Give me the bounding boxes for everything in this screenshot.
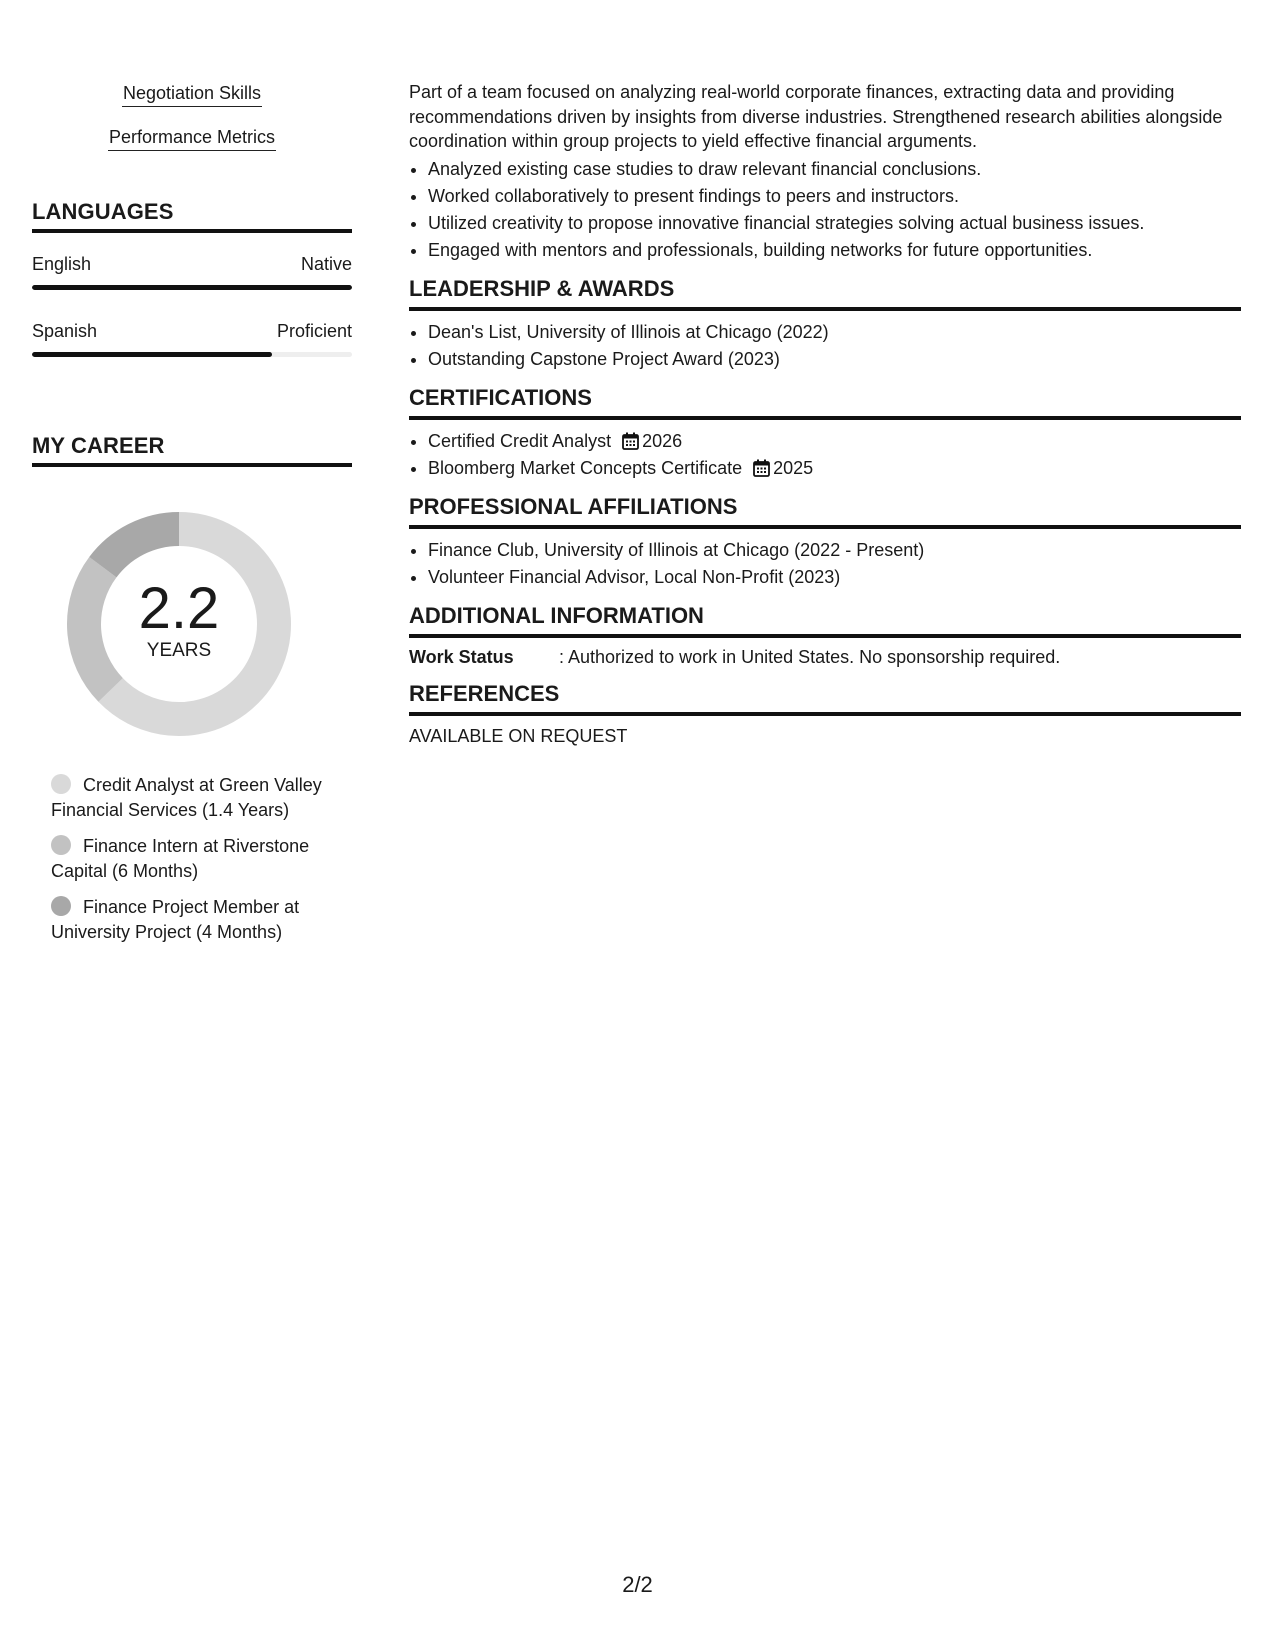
project-bullet-list xyxy=(409,156,1241,264)
skill-list xyxy=(32,80,352,151)
list-item: • Volunteer Financial Advisor, Local Non-Profit (2023) xyxy=(428,564,1241,591)
career-legend-item xyxy=(51,773,331,822)
donut-center xyxy=(66,511,292,737)
legend-dot-icon xyxy=(51,896,71,916)
references-section xyxy=(409,679,1241,749)
list-item: • Finance Club, University of Illinois at Chicago (2022 - Present) xyxy=(428,537,1241,564)
calendar-icon xyxy=(753,459,770,477)
language-proficiency-fill xyxy=(32,352,272,357)
language-proficiency-bar xyxy=(32,285,352,290)
right-column xyxy=(409,80,1241,749)
language-proficiency-bar xyxy=(32,352,352,357)
list-item: • Worked collaboratively to present findings to peers and instructors. xyxy=(428,183,1241,210)
legend-dot-icon xyxy=(51,774,71,794)
certification-year: 2026 xyxy=(642,430,683,451)
career-total-years: 2.2 xyxy=(138,576,220,641)
language-level: Native xyxy=(300,254,352,274)
certifications-section xyxy=(409,383,1241,482)
list-item: • Dean's List, University of Illinois at Chicago (2022) xyxy=(428,319,1241,346)
work-status-row xyxy=(409,645,1241,670)
additional-info-title: ADDITIONAL INFORMATION xyxy=(409,601,1241,638)
certifications-title: CERTIFICATIONS xyxy=(409,383,1241,420)
calendar-icon xyxy=(622,432,639,450)
career-title: MY CAREER xyxy=(32,433,352,467)
language-row xyxy=(32,253,352,290)
leadership-title: LEADERSHIP & AWARDS xyxy=(409,274,1241,311)
list-item: • Utilized creativity to propose innovative financial strategies solving actual business issues. xyxy=(428,210,1241,237)
career-legend-item xyxy=(51,834,331,883)
certification-name: Bloomberg Market Concepts Certificate xyxy=(428,457,743,478)
language-level: Proficient xyxy=(276,321,352,341)
list-item: • Engaged with mentors and professionals, building networks for future opportunities. xyxy=(428,237,1241,264)
affiliations-section xyxy=(409,492,1241,591)
leadership-section xyxy=(409,274,1241,373)
list-item xyxy=(428,428,1241,455)
languages-title: LANGUAGES xyxy=(32,199,352,233)
career-legend xyxy=(51,773,331,944)
certification-name: Certified Credit Analyst xyxy=(428,430,612,451)
work-status-value: : Authorized to work in United States. No sponsorship required. xyxy=(559,646,1061,667)
page-number: 2/2 xyxy=(622,1572,653,1597)
references-title: REFERENCES xyxy=(409,679,1241,716)
list-item xyxy=(428,455,1241,482)
career-section xyxy=(32,433,352,944)
references-text: AVAILABLE ON REQUEST xyxy=(409,726,628,746)
languages-section xyxy=(32,199,352,357)
list-item: • Outstanding Capstone Project Award (2023) xyxy=(428,346,1241,373)
additional-info-section xyxy=(409,601,1241,670)
career-donut-chart xyxy=(66,511,292,737)
project-description: Part of a team focused on analyzing real-world corporate finances, extracting data and providing recommendations driven by insights from diverse industries. Strengthened research abilities alongside coordination within group projects to yield effective financial arguments. xyxy=(409,82,1223,151)
career-legend-label: Finance Project Member at University Project (4 Months) xyxy=(51,897,300,942)
career-legend-label: Finance Intern at Riverstone Capital (6 Months) xyxy=(51,836,310,881)
certification-year: 2025 xyxy=(773,457,814,478)
language-name: English xyxy=(32,254,92,274)
list-item: • Analyzed existing case studies to draw relevant financial conclusions. xyxy=(428,156,1241,183)
legend-dot-icon xyxy=(51,835,71,855)
career-total-unit: YEARS xyxy=(146,640,212,661)
affiliations-title: PROFESSIONAL AFFILIATIONS xyxy=(409,492,1241,529)
left-column xyxy=(32,80,352,956)
language-row xyxy=(32,320,352,357)
skill-tag: Performance Metrics xyxy=(108,124,276,151)
language-proficiency-fill xyxy=(32,285,352,290)
leadership-list xyxy=(409,319,1241,373)
language-name: Spanish xyxy=(32,321,98,341)
certifications-list xyxy=(409,428,1241,482)
work-status-label: Work Status xyxy=(409,646,514,667)
career-legend-label: Credit Analyst at Green Valley Financial Services (1.4 Years) xyxy=(51,775,322,820)
skill-tag: Negotiation Skills xyxy=(122,80,262,107)
affiliations-list xyxy=(409,537,1241,591)
career-legend-item xyxy=(51,895,331,944)
